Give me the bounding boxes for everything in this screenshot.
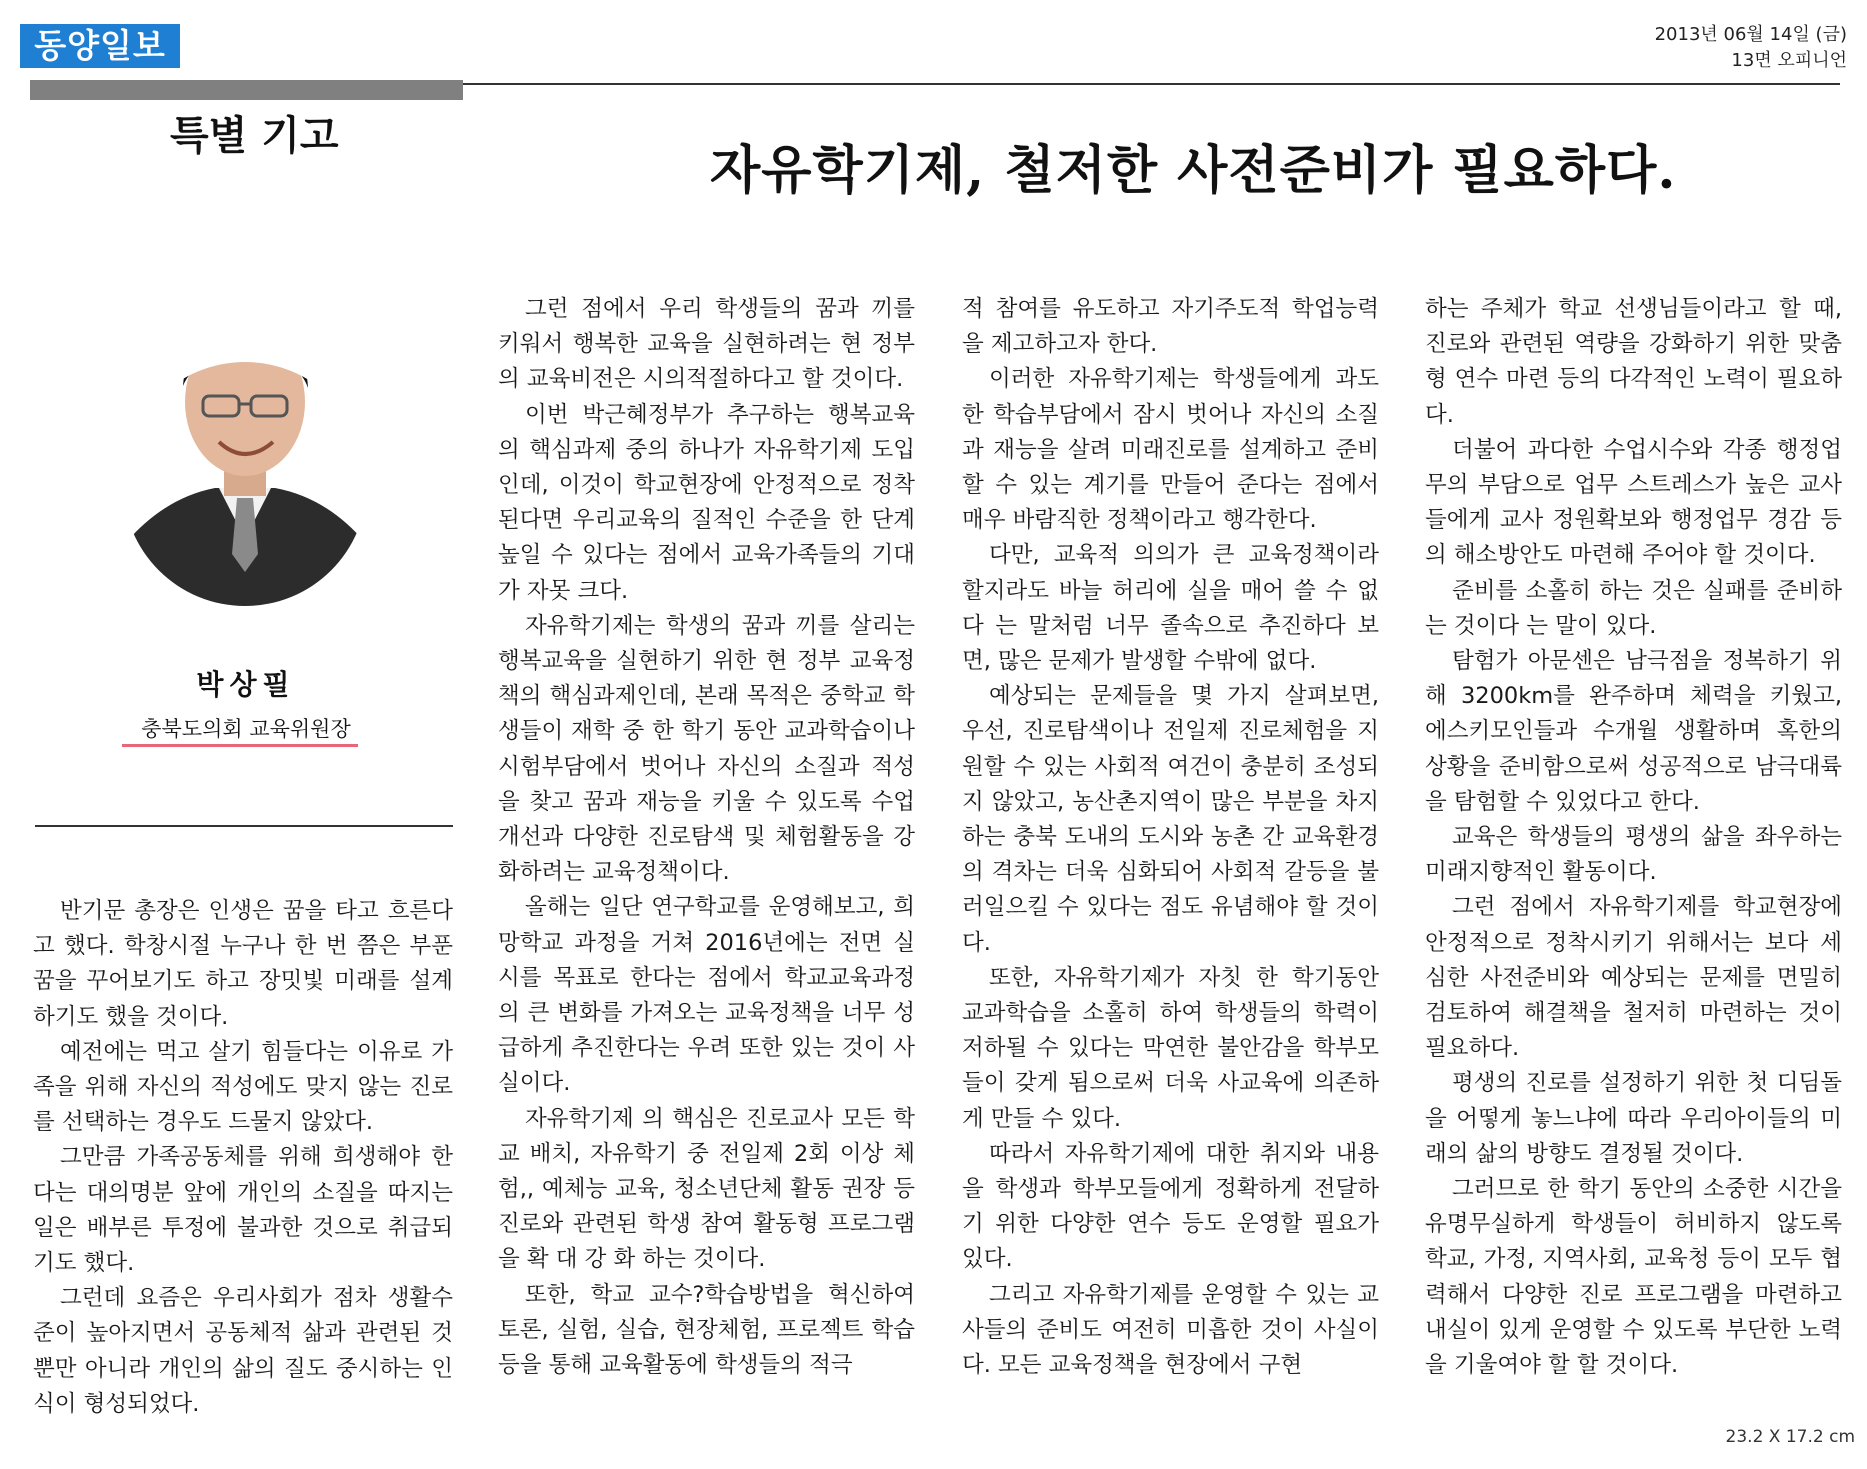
paragraph: 예전에는 먹고 살기 힘들다는 이유로 가족을 위해 자신의 적성에도 맞지 않는 진로를 선택하는 경우도 드물지 않았다.	[33, 1038, 453, 1136]
paragraph: 예상되는 문제들을 몇 가지 살펴보면, 우선, 진로탐색이나 전일제 진로체험을 지원할 수 있는 사회적 여건이 충분히 조성되지 않았고, 농산촌지역이 많은 부분을 차지하는 충북 도내의 도시와 농촌 간 교육환경의 격차는 더욱 심화되어 사회적 갈등을 불러일으킬 수 있다는 점도 유념해야 할 것이다.	[962, 683, 1379, 956]
section-bar	[30, 80, 463, 100]
paragraph: 또한, 자유학기제가 자칫 한 학기동안 교과학습을 소홀히 하여 학생들의 학력이 저하될 수 있다는 막연한 불안감을 학부모들이 갖게 됨으로써 더욱 사교육에 의존하게 만들 수 있다.	[962, 964, 1379, 1132]
paragraph: 그런데 요즘은 우리사회가 점차 생활수준이 높아지면서 공동체적 삶과 관련된 것뿐만 아니라 개인의 삶의 질도 중시하는 인식이 형성되었다.	[33, 1285, 453, 1417]
paragraph: 이번 박근혜정부가 추구하는 행복교육의 핵심과제 중의 하나가 자유학기제 도입인데, 이것이 학교현장에 안정적으로 정착된다면 우리교육의 질적인 수준을 한 단계 높일 수 있다는 점에서 교육가족들의 기대가 자못 크다.	[498, 401, 915, 604]
author-title: 충북도의회 교육위원장	[141, 717, 351, 741]
paragraph: 그러므로 한 학기 동안의 소중한 시간을 유명무실하게 학생들이 허비하지 않도록 학교, 가정, 지역사회, 교육청 등이 모두 협력해서 다양한 진로 프로그램을 마련하고 내실이 있게 운영할 수 있도록 부단한 노력을 기울여야 할 할 것이다.	[1425, 1176, 1842, 1379]
paragraph: 하는 주체가 학교 선생님들이라고 할 때, 진로와 관련된 역량을 강화하기 위한 맞춤형 연수 마련 등의 다각적인 노력이 필요하다.	[1425, 296, 1842, 428]
paragraph: 자유학기제 의 핵심은 진로교사 모든 학교 배치, 자유학기 중 전일제 2회 이상 체험,, 예체능 교육, 청소년단체 활동 권장 등 진로와 관련된 학생 참여 활동형 프로그램을 확 대 강 화 하는 것이다.	[498, 1105, 915, 1273]
page-section: 13면 오피니언	[1731, 50, 1847, 71]
paragraph: 교육은 학생들의 평생의 삶을 좌우하는 미래지향적인 활동이다.	[1425, 824, 1842, 886]
column-divider	[35, 825, 453, 827]
paragraph: 그런 점에서 자유학기제를 학교현장에 안정적으로 정착시키기 위해서는 보다 세심한 사전준비와 예상되는 문제를 면밀히 검토하여 해결책을 철저히 마련하는 것이 필요하다.	[1425, 894, 1842, 1062]
paragraph: 반기문 총장은 인생은 꿈을 타고 흐른다 고 했다. 학창시절 누구나 한 번 쯤은 부푼 꿈을 꾸어보기도 하고 장밋빛 미래를 설계하기도 했을 것이다.	[33, 898, 453, 1030]
paragraph: 적 참여를 유도하고 자기주도적 학업능력을 제고하고자 한다.	[962, 296, 1379, 358]
dateline	[1655, 22, 1847, 74]
paragraph: 그만큼 가족공동체를 위해 희생해야 한다는 대의명분 앞에 개인의 소질을 따지는 일은 배부른 투정에 불과한 것으로 취급되기도 했다.	[33, 1144, 453, 1277]
paragraph: 올해는 일단 연구학교를 운영해보고, 희망학교 과정을 거쳐 2016년에는 전면 실시를 목표로 한다는 점에서 학교교육과정의 큰 변화를 가져오는 교육정책을 너무 성급하게 추진한다는 우려 또한 있는 것이 사실이다.	[498, 894, 915, 1097]
section-label: 특별 기고	[170, 113, 339, 159]
paragraph: 준비를 소홀히 하는 것은 실패를 준비하는 것이다 는 말이 있다.	[1425, 577, 1842, 639]
paragraph: 더불어 과다한 수업시수와 각종 행정업무의 부담으로 업무 스트레스가 높은 교사들에게 교사 정원확보와 행정업무 경감 등의 해소방안도 마련해 주어야 할 것이다.	[1425, 436, 1842, 569]
author-title-underline	[122, 744, 358, 747]
paragraph: 따라서 자유학기제에 대한 취지와 내용을 학생과 학부모들에게 정확하게 전달하기 위한 다양한 연수 등도 운영할 필요가 있다.	[962, 1140, 1379, 1273]
article-column-4	[1425, 292, 1842, 1383]
article-column-2	[498, 292, 915, 1383]
paragraph: 그런 점에서 우리 학생들의 꿈과 끼를 키워서 행복한 교육을 실현하려는 현 정부의 교육비전은 시의적절하다고 할 것이다.	[498, 296, 915, 393]
paragraph: 또한, 학교 교수?학습방법을 혁신하여 토론, 실험, 실습, 현장체험, 프로젝트 학습 등을 통해 교육활동에 학생들의 적극	[498, 1281, 915, 1379]
author-name: 박상필	[196, 668, 296, 701]
article-column-3	[962, 292, 1379, 1383]
article-headline: 자유학기제, 철저한 사전준비가 필요하다.	[710, 140, 1677, 201]
paragraph: 평생의 진로를 설정하기 위한 첫 디딤돌을 어떻게 놓느냐에 따라 우리아이들의 미래의 삶의 방향도 결정될 것이다.	[1425, 1070, 1842, 1167]
paragraph: 다만, 교육적 의의가 큰 교육정책이라 할지라도 바늘 허리에 실을 매어 쓸 수 없다 는 말처럼 너무 졸속으로 추진하다 보면, 많은 문제가 발생할 수밖에 없다.	[962, 542, 1379, 675]
paragraph: 이러한 자유학기제는 학생들에게 과도한 학습부담에서 잠시 벗어나 자신의 소질과 재능을 살려 미래진로를 설계하고 준비할 수 있는 계기를 만들어 준다는 점에서 매우 바람직한 정책이라고 행각한다.	[962, 366, 1379, 534]
clipping-size-note: 23.2 X 17.2 cm	[1725, 1427, 1855, 1447]
paragraph: 그리고 자유학기제를 운영할 수 있는 교사들의 준비도 여전히 미흡한 것이 사실이다. 모든 교육정책을 현장에서 구현	[962, 1281, 1379, 1379]
article-column-1	[33, 894, 453, 1422]
newspaper-logo: 동양일보	[20, 24, 180, 68]
author-photo	[123, 284, 368, 612]
paragraph: 탐험가 아문센은 남극점을 정복하기 위해 3200km를 완주하며 체력을 키웠고, 에스키모인들과 수개월 생활하며 혹한의 상황을 준비함으로써 성공적으로 남극대륙을 탐험할 수 있었다고 한다.	[1425, 648, 1842, 815]
paragraph: 자유학기제는 학생의 꿈과 끼를 살리는 행복교육을 실현하기 위한 현 정부 교육정책의 핵심과제인데, 본래 목적은 중학교 학생들이 재학 중 한 학기 동안 교과학습이나 시험부담에서 벗어나 자신의 소질과 적성을 찾고 꿈과 재능을 키울 수 있도록 수업개선과 다양한 진로탐색 및 체험활동을 강화하려는 교육정책이다.	[498, 612, 915, 886]
issue-date: 2013년 06월 14일 (금)	[1654, 24, 1847, 45]
